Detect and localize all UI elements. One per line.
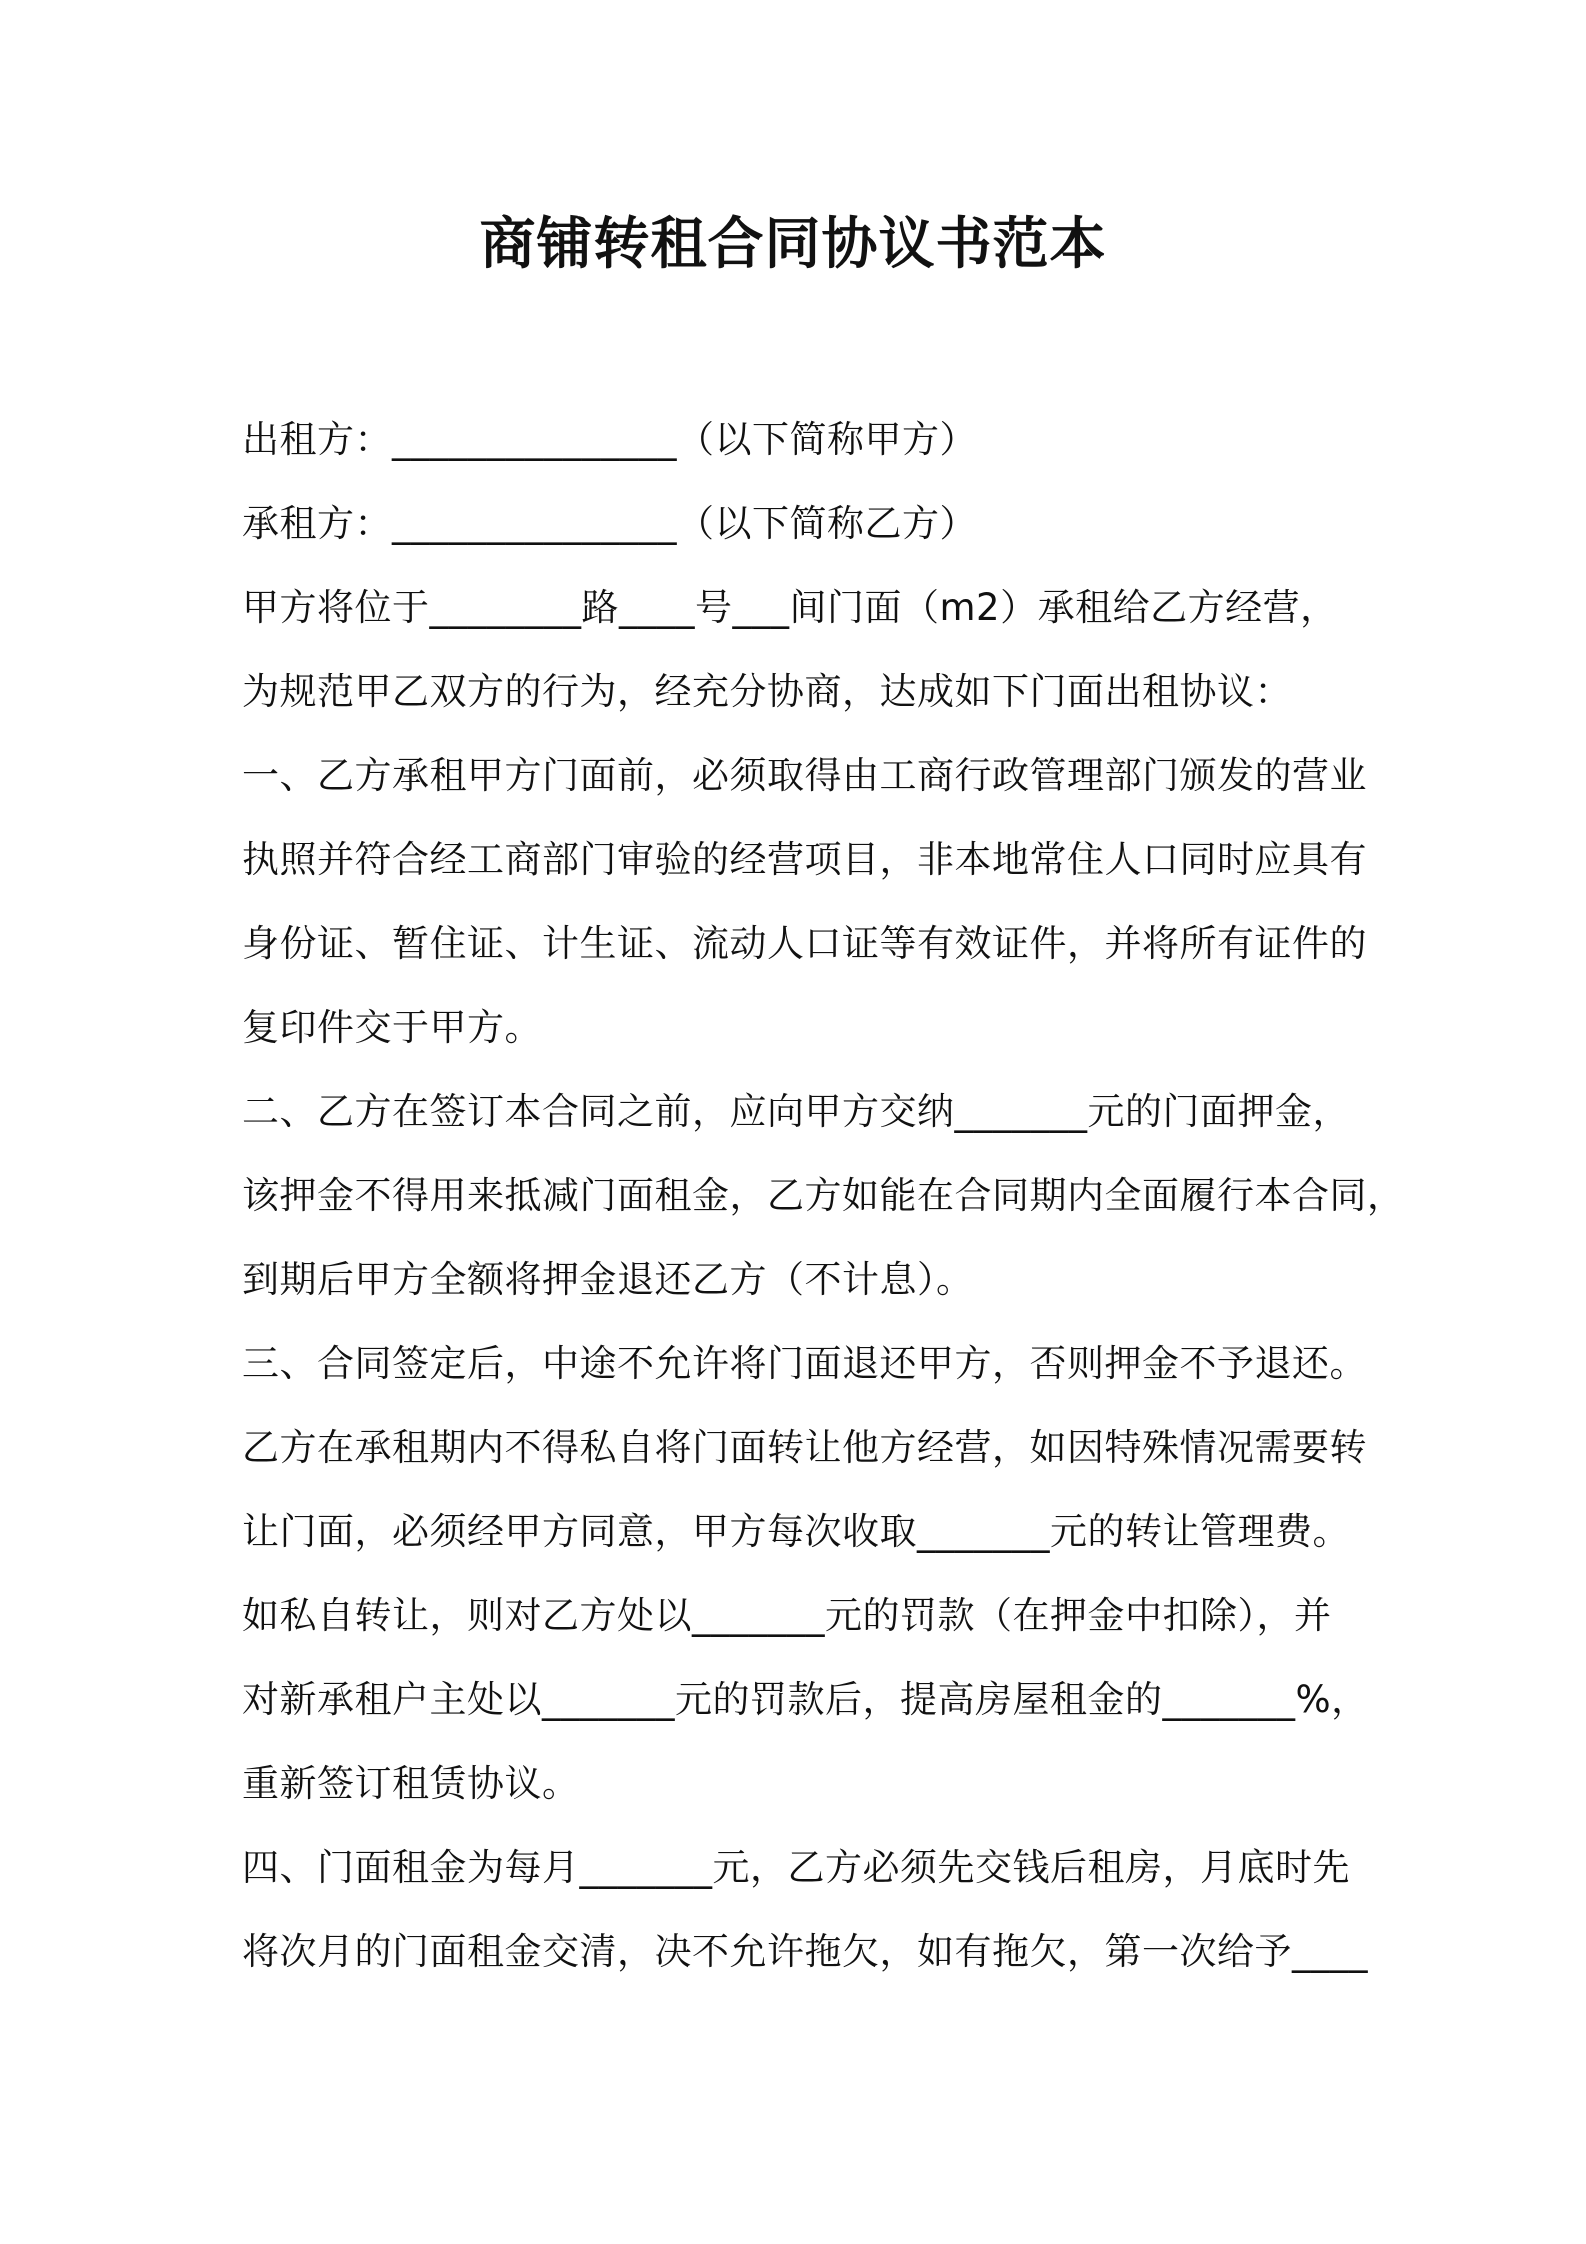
clause-four-line: 四、门面租金为每月_______元，乙方必须先交钱后租房，月底时先 xyxy=(242,1846,1350,1889)
lessor-line: 出租方：_______________（以下简称甲方） xyxy=(242,418,977,461)
clause-one-line: 执照并符合经工商部门审验的经营项目，非本地常住人口同时应具有 xyxy=(242,838,1367,881)
clause-three-line: 让门面，必须经甲方同意，甲方每次收取_______元的转让管理费。 xyxy=(242,1510,1350,1553)
clause-three-line: 三、合同签定后，中途不允许将门面退还甲方，否则押金不予退还。 xyxy=(242,1342,1367,1385)
clause-one-line: 复印件交于甲方。 xyxy=(242,1006,542,1049)
clause-four-line: 将次月的门面租金交清，决不允许拖欠，如有拖欠，第一次给予____ xyxy=(242,1930,1368,1973)
clause-three-line: 对新承租户主处以_______元的罚款后，提高房屋租金的_______%， xyxy=(242,1678,1369,1721)
document-title: 商铺转租合同协议书范本 xyxy=(479,212,1107,277)
clause-one-line: 身份证、暂住证、计生证、流动人口证等有效证件，并将所有证件的 xyxy=(242,922,1367,965)
paragraph-line: 为规范甲乙双方的行为，经充分协商，达成如下门面出租协议： xyxy=(242,670,1292,713)
lessee-line: 承租方：_______________（以下简称乙方） xyxy=(242,502,977,545)
paragraph-line: 甲方将位于________路____号___间门面（m2）承租给乙方经营， xyxy=(242,586,1338,629)
clause-two-line: 到期后甲方全额将押金退还乙方（不计息）。 xyxy=(242,1258,974,1301)
clause-one-line: 一、乙方承租甲方门面前，必须取得由工商行政管理部门颁发的营业 xyxy=(242,754,1367,797)
clause-two-line: 二、乙方在签订本合同之前，应向甲方交纳_______元的门面押金， xyxy=(242,1090,1350,1133)
clause-three-line: 重新签订租赁协议。 xyxy=(242,1762,580,1805)
clause-three-line: 如私自转让，则对乙方处以_______元的罚款（在押金中扣除），并 xyxy=(242,1594,1332,1637)
clause-three-line: 乙方在承租期内不得私自将门面转让他方经营，如因特殊情况需要转 xyxy=(242,1426,1367,1469)
document-body xyxy=(242,398,1405,1994)
clause-two-line: 该押金不得用来抵减门面租金，乙方如能在合同期内全面履行本合同， xyxy=(242,1174,1405,1217)
